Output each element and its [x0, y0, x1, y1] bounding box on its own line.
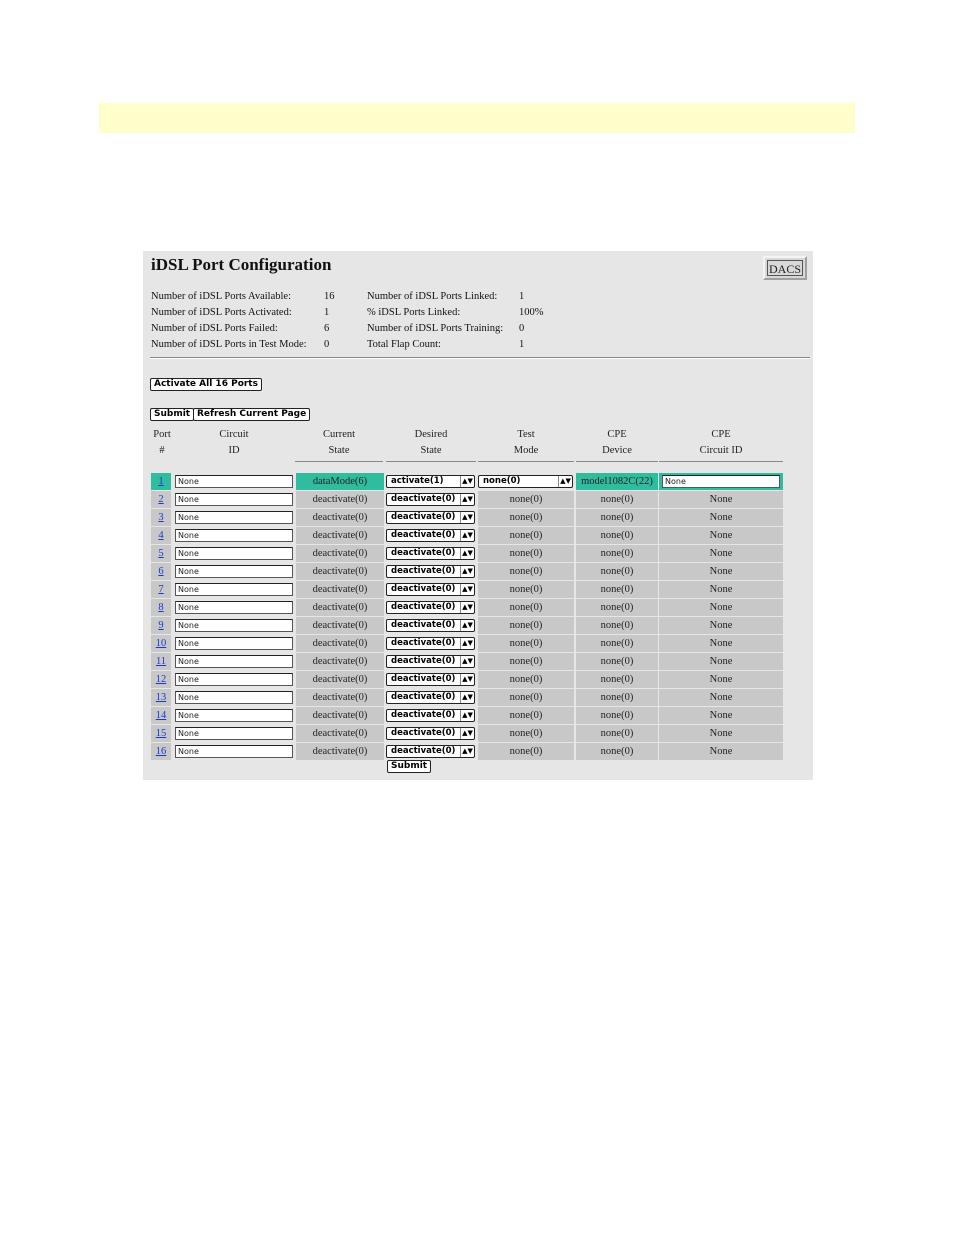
desired-state-value: deactivate(0) [391, 656, 456, 666]
current-state-cell: deactivate(0) [296, 527, 384, 544]
port-link[interactable]: 4 [158, 530, 164, 541]
stat-label: Number of iDSL Ports Available: [151, 291, 291, 302]
port-cell [151, 653, 171, 670]
desired-state-cell [386, 473, 476, 490]
test-mode-cell: none(0) [478, 581, 574, 598]
table-row [151, 473, 783, 490]
circuit-id-cell [173, 473, 295, 490]
desired-state-cell [386, 617, 476, 634]
cpe-device-cell: none(0) [576, 689, 658, 706]
desired-state-cell [386, 527, 476, 544]
table-row [151, 563, 783, 580]
cpe-circuit-id-cell: None [659, 653, 783, 670]
table-row [151, 725, 783, 742]
stat-percent-linked [367, 305, 544, 321]
circuit-id-cell [173, 509, 295, 526]
port-cell [151, 635, 171, 652]
port-cell [151, 473, 171, 490]
port-link[interactable]: 8 [158, 602, 164, 613]
cpe-circuit-id-cell: None [659, 599, 783, 616]
col-header-circuit-id [175, 427, 293, 459]
col-header-line: Port [153, 429, 171, 440]
port-link[interactable]: 9 [158, 620, 164, 631]
header-underline [386, 461, 476, 462]
header-underline [576, 461, 658, 462]
circuit-id-input[interactable]: None [175, 601, 293, 614]
select-arrows-icon: ▲▼ [460, 494, 474, 505]
circuit-id-input[interactable]: None [175, 727, 293, 740]
circuit-id-input[interactable]: None [175, 745, 293, 758]
table-row [151, 491, 783, 508]
stat-value: 16 [324, 291, 335, 302]
circuit-id-input[interactable]: None [175, 547, 293, 560]
stat-ports-available [151, 289, 335, 305]
col-header-line: CPE [607, 429, 627, 440]
desired-state-select[interactable] [386, 529, 475, 542]
desired-state-select[interactable] [386, 601, 475, 614]
select-arrows-icon: ▲▼ [460, 656, 474, 667]
current-state-cell: deactivate(0) [296, 707, 384, 724]
circuit-id-input[interactable]: None [175, 475, 293, 488]
stat-flap-count [367, 337, 544, 353]
circuit-id-cell [173, 671, 295, 688]
col-header-line: Circuit [219, 429, 249, 440]
select-arrows-icon: ▲▼ [558, 476, 572, 487]
circuit-id-input[interactable]: None [175, 565, 293, 578]
port-cell [151, 743, 171, 760]
table-row [151, 707, 783, 724]
col-header-line: State [328, 445, 350, 456]
select-arrows-icon: ▲▼ [460, 548, 474, 559]
col-header-line: Circuit ID [699, 445, 743, 456]
stat-label: Number of iDSL Ports Failed: [151, 323, 278, 334]
test-mode-cell: none(0) [478, 527, 574, 544]
stat-ports-training [367, 321, 544, 337]
desired-state-cell [386, 509, 476, 526]
desired-state-cell [386, 545, 476, 562]
select-arrows-icon: ▲▼ [460, 620, 474, 631]
current-state-cell: deactivate(0) [296, 725, 384, 742]
port-cell [151, 563, 171, 580]
stats-right [367, 289, 544, 353]
desired-state-value: deactivate(0) [391, 620, 456, 630]
test-mode-value: none(0) [483, 476, 521, 486]
table-row [151, 653, 783, 670]
desired-state-value: deactivate(0) [391, 710, 456, 720]
desired-state-value: deactivate(0) [391, 638, 456, 648]
circuit-id-input[interactable]: None [175, 583, 293, 596]
test-mode-cell: none(0) [478, 725, 574, 742]
desired-state-value: deactivate(0) [391, 746, 456, 756]
test-mode-cell: none(0) [478, 599, 574, 616]
col-header-desired-state [386, 427, 476, 459]
table-row [151, 617, 783, 634]
stat-ports-linked [367, 289, 544, 305]
desired-state-select[interactable] [386, 655, 475, 668]
test-mode-cell: none(0) [478, 671, 574, 688]
desired-state-cell [386, 653, 476, 670]
dacs-label: DACS [768, 262, 801, 276]
stat-value: 0 [324, 339, 330, 350]
refresh-current-page-button[interactable]: Refresh Current Page [193, 408, 310, 421]
desired-state-value: activate(1) [391, 476, 444, 486]
cpe-circuit-id-cell: None [659, 581, 783, 598]
circuit-id-cell [173, 617, 295, 634]
select-arrows-icon: ▲▼ [460, 476, 474, 487]
desired-state-select[interactable] [386, 493, 475, 506]
cpe-device-cell: none(0) [576, 581, 658, 598]
activate-all-ports-button[interactable]: Activate All 16 Ports [150, 378, 262, 391]
cpe-device-cell: none(0) [576, 563, 658, 580]
cpe-device-cell: none(0) [576, 671, 658, 688]
circuit-id-cell [173, 725, 295, 742]
table-row [151, 581, 783, 598]
select-arrows-icon: ▲▼ [460, 692, 474, 703]
stat-label: Number of iDSL Ports Linked: [367, 291, 498, 302]
desired-state-value: deactivate(0) [391, 494, 456, 504]
desired-state-select[interactable] [386, 709, 475, 722]
col-header-line: Mode [513, 445, 539, 456]
cpe-circuit-id-cell [659, 473, 783, 490]
test-mode-select[interactable] [478, 475, 573, 488]
desired-state-select[interactable] [386, 547, 475, 560]
stat-value: 1 [519, 291, 525, 302]
table-row [151, 743, 783, 760]
test-mode-cell: none(0) [478, 491, 574, 508]
current-state-cell: deactivate(0) [296, 599, 384, 616]
port-link[interactable]: 16 [155, 746, 167, 757]
stat-label: Number of iDSL Ports in Test Mode: [151, 339, 307, 350]
select-arrows-icon: ▲▼ [460, 602, 474, 613]
circuit-id-input[interactable]: None [175, 709, 293, 722]
page-title: iDSL Port Configuration [151, 255, 332, 274]
desired-state-value: deactivate(0) [391, 584, 456, 594]
port-link[interactable]: 2 [158, 494, 164, 505]
select-arrows-icon: ▲▼ [460, 566, 474, 577]
circuit-id-cell [173, 581, 295, 598]
cpe-circuit-id-cell: None [659, 527, 783, 544]
select-arrows-icon: ▲▼ [460, 530, 474, 541]
current-state-cell: deactivate(0) [296, 545, 384, 562]
cpe-device-cell: none(0) [576, 653, 658, 670]
cpe-device-cell: none(0) [576, 509, 658, 526]
circuit-id-input[interactable]: None [175, 529, 293, 542]
col-header-port [147, 427, 177, 459]
desired-state-value: deactivate(0) [391, 602, 456, 612]
test-mode-cell: none(0) [478, 653, 574, 670]
desired-state-select[interactable] [386, 619, 475, 632]
header-underline [478, 461, 574, 462]
cpe-circuit-id-input[interactable]: None [662, 475, 780, 488]
cpe-device-cell: none(0) [576, 617, 658, 634]
desired-state-cell [386, 707, 476, 724]
cpe-circuit-id-cell: None [659, 617, 783, 634]
desired-state-cell [386, 599, 476, 616]
port-link[interactable]: 1 [158, 476, 164, 487]
col-header-line: ID [228, 445, 240, 456]
cpe-device-cell: none(0) [576, 725, 658, 742]
cpe-circuit-id-cell: None [659, 671, 783, 688]
col-header-cpe-circuit-id [659, 427, 783, 459]
idsl-port-configuration-panel [143, 251, 813, 780]
submit-button[interactable]: Submit [150, 408, 194, 421]
circuit-id-cell [173, 653, 295, 670]
stat-label: Total Flap Count: [367, 339, 441, 350]
col-header-line: Device [602, 445, 632, 456]
table-row [151, 689, 783, 706]
stat-value: 0 [519, 323, 525, 334]
port-cell [151, 689, 171, 706]
cpe-circuit-id-cell: None [659, 743, 783, 760]
cpe-device-cell: none(0) [576, 491, 658, 508]
stat-ports-failed [151, 321, 335, 337]
divider [150, 357, 810, 359]
cpe-device-cell: model1082C(22) [576, 473, 658, 490]
select-arrows-icon: ▲▼ [460, 728, 474, 739]
test-mode-cell: none(0) [478, 545, 574, 562]
cpe-device-cell: none(0) [576, 599, 658, 616]
current-state-cell: deactivate(0) [296, 671, 384, 688]
current-state-cell: deactivate(0) [296, 509, 384, 526]
port-link[interactable]: 6 [158, 566, 164, 577]
select-arrows-icon: ▲▼ [460, 746, 474, 757]
current-state-cell: deactivate(0) [296, 743, 384, 760]
circuit-id-cell [173, 545, 295, 562]
select-arrows-icon: ▲▼ [460, 584, 474, 595]
desired-state-value: deactivate(0) [391, 728, 456, 738]
current-state-cell: deactivate(0) [296, 617, 384, 634]
stat-value: 1 [519, 339, 525, 350]
stat-label: Number of iDSL Ports Training: [367, 323, 504, 334]
circuit-id-cell [173, 599, 295, 616]
desired-state-select[interactable] [386, 673, 475, 686]
desired-state-cell [386, 725, 476, 742]
desired-state-value: deactivate(0) [391, 530, 456, 540]
col-header-test-mode [478, 427, 574, 459]
col-header-line: State [420, 445, 442, 456]
cpe-device-cell: none(0) [576, 707, 658, 724]
cpe-device-cell: none(0) [576, 545, 658, 562]
desired-state-select[interactable] [386, 583, 475, 596]
port-cell [151, 707, 171, 724]
desired-state-select[interactable] [386, 565, 475, 578]
circuit-id-input[interactable]: None [175, 619, 293, 632]
port-link[interactable]: 5 [158, 548, 164, 559]
desired-state-select[interactable] [386, 727, 475, 740]
table-row [151, 671, 783, 688]
desired-state-select[interactable] [386, 511, 475, 524]
stat-value: 100% [519, 307, 544, 318]
stat-label: Number of iDSL Ports Activated: [151, 307, 292, 318]
cpe-circuit-id-cell: None [659, 563, 783, 580]
circuit-id-input[interactable]: None [175, 493, 293, 506]
port-cell [151, 581, 171, 598]
header-underline [659, 461, 783, 462]
test-mode-cell: none(0) [478, 689, 574, 706]
desired-state-value: deactivate(0) [391, 692, 456, 702]
stat-value: 1 [324, 307, 330, 318]
current-state-cell: deactivate(0) [296, 689, 384, 706]
test-mode-cell: none(0) [478, 707, 574, 724]
desired-state-cell [386, 491, 476, 508]
port-link[interactable]: 10 [155, 638, 167, 649]
test-mode-cell: none(0) [478, 563, 574, 580]
cpe-circuit-id-cell: None [659, 725, 783, 742]
cpe-device-cell: none(0) [576, 743, 658, 760]
port-cell [151, 599, 171, 616]
test-mode-cell: none(0) [478, 743, 574, 760]
select-arrows-icon: ▲▼ [460, 674, 474, 685]
circuit-id-cell [173, 689, 295, 706]
port-link[interactable]: 3 [158, 512, 164, 523]
col-header-current-state [295, 427, 383, 459]
table-row [151, 545, 783, 562]
stats-left [151, 289, 335, 353]
table-row [151, 635, 783, 652]
desired-state-value: deactivate(0) [391, 674, 456, 684]
port-link[interactable]: 13 [155, 692, 167, 703]
table-row [151, 599, 783, 616]
cpe-circuit-id-cell: None [659, 545, 783, 562]
stat-ports-activated [151, 305, 335, 321]
header-underline [295, 461, 383, 462]
desired-state-cell [386, 563, 476, 580]
desired-state-select[interactable] [386, 475, 475, 488]
desired-state-cell [386, 743, 476, 760]
current-state-cell: deactivate(0) [296, 563, 384, 580]
port-cell [151, 527, 171, 544]
table-row [151, 509, 783, 526]
test-mode-cell [478, 473, 574, 490]
circuit-id-input[interactable]: None [175, 655, 293, 668]
port-link[interactable]: 12 [155, 674, 167, 685]
port-link[interactable]: 7 [158, 584, 164, 595]
cpe-circuit-id-cell: None [659, 509, 783, 526]
desired-state-cell [386, 635, 476, 652]
circuit-id-cell [173, 527, 295, 544]
circuit-id-cell [173, 635, 295, 652]
cpe-device-cell: none(0) [576, 635, 658, 652]
port-link[interactable]: 15 [155, 728, 167, 739]
desired-state-select[interactable] [386, 637, 475, 650]
circuit-id-input[interactable]: None [175, 511, 293, 524]
current-state-cell: dataMode(6) [296, 473, 384, 490]
test-mode-cell: none(0) [478, 617, 574, 634]
col-header-line: # [159, 445, 165, 456]
table-row [151, 527, 783, 544]
stat-label: % iDSL Ports Linked: [367, 307, 461, 318]
stat-value: 6 [324, 323, 330, 334]
port-cell [151, 617, 171, 634]
desired-state-value: deactivate(0) [391, 548, 456, 558]
test-mode-cell: none(0) [478, 509, 574, 526]
submit-bottom-button[interactable]: Submit [387, 760, 431, 773]
current-state-cell: deactivate(0) [296, 653, 384, 670]
circuit-id-input[interactable]: None [175, 673, 293, 686]
select-arrows-icon: ▲▼ [460, 638, 474, 649]
select-arrows-icon: ▲▼ [460, 512, 474, 523]
port-link[interactable]: 14 [155, 710, 167, 721]
col-header-line: CPE [711, 429, 731, 440]
current-state-cell: deactivate(0) [296, 491, 384, 508]
desired-state-value: deactivate(0) [391, 512, 456, 522]
cpe-circuit-id-cell: None [659, 689, 783, 706]
current-state-cell: deactivate(0) [296, 635, 384, 652]
current-state-cell: deactivate(0) [296, 581, 384, 598]
col-header-line: Current [322, 429, 356, 440]
circuit-id-cell [173, 707, 295, 724]
cpe-circuit-id-cell: None [659, 635, 783, 652]
port-link[interactable]: 11 [155, 656, 167, 667]
circuit-id-cell [173, 743, 295, 760]
port-cell [151, 725, 171, 742]
circuit-id-input[interactable]: None [175, 637, 293, 650]
desired-state-value: deactivate(0) [391, 566, 456, 576]
dacs-button[interactable] [763, 256, 807, 280]
port-cell [151, 671, 171, 688]
port-cell [151, 545, 171, 562]
cpe-device-cell: none(0) [576, 527, 658, 544]
cpe-circuit-id-cell: None [659, 491, 783, 508]
test-mode-cell: none(0) [478, 635, 574, 652]
desired-state-cell [386, 581, 476, 598]
select-arrows-icon: ▲▼ [460, 710, 474, 721]
stat-ports-test-mode [151, 337, 335, 353]
port-cell [151, 491, 171, 508]
circuit-id-cell [173, 563, 295, 580]
col-header-line: Test [517, 429, 535, 440]
desired-state-select[interactable] [386, 745, 475, 758]
col-header-cpe-device [576, 427, 658, 459]
circuit-id-input[interactable]: None [175, 691, 293, 704]
cpe-circuit-id-cell: None [659, 707, 783, 724]
desired-state-cell [386, 689, 476, 706]
circuit-id-cell [173, 491, 295, 508]
port-cell [151, 509, 171, 526]
col-header-line: Desired [414, 429, 448, 440]
desired-state-cell [386, 671, 476, 688]
highlight-banner [99, 103, 855, 133]
desired-state-select[interactable] [386, 691, 475, 704]
